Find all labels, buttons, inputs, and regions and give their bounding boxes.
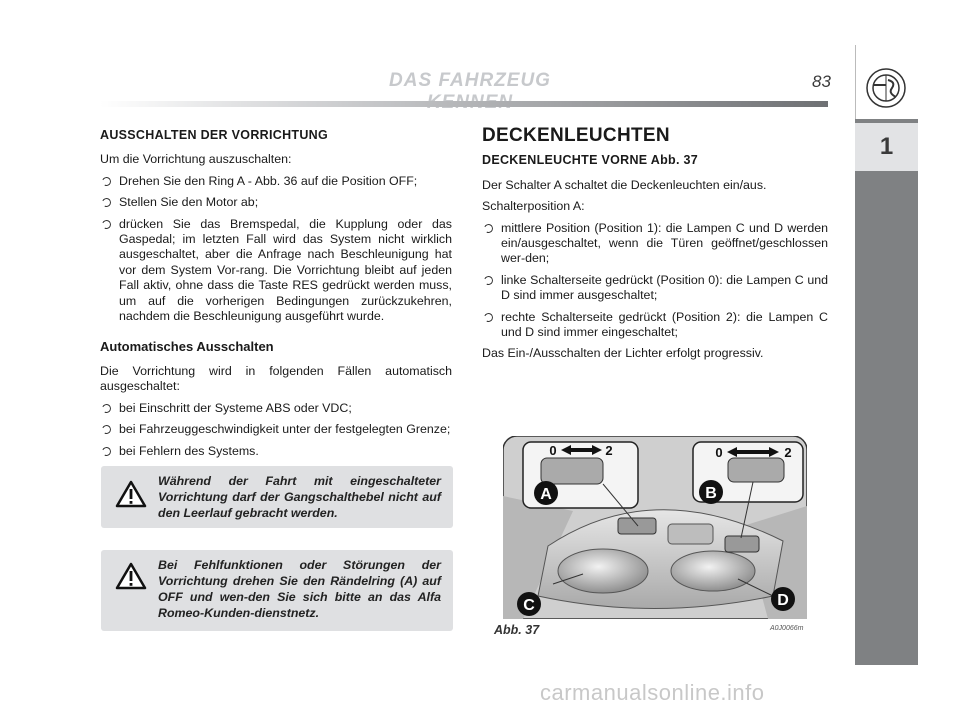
label-c: C (523, 597, 535, 614)
warning-triangle-icon (115, 480, 147, 508)
section-title: DECKENLEUCHTEN (482, 125, 670, 146)
subsection-heading: Automatisches Ausschalten (100, 339, 274, 355)
list-item: linke Schalterseite gedrückt (Position 0): die Lampen C und D sind immer ausgeschaltet; (482, 273, 828, 304)
warning-box (101, 550, 453, 631)
list-item: drücken Sie das Bremspedal, die Kupplung oder das Gaspedal; im letzten Fall wird das System nicht wirklich ausgeschaltet, aber die Anfrage nach Beschleunigung hat vor dem System Vor-rang. Die Vorrichtung bleibt auf jeden Fall aktiv, ohne dass die Taste RES gedrückt werden muss, um auf die vorherigen Bedingungen zurückzukehren, nachdem die Beschleunigung ausgeführt wurde. (100, 217, 452, 325)
list-item: Drehen Sie den Ring A - Abb. 36 auf die Position OFF; (100, 174, 452, 189)
label-position-0: 0 (715, 445, 723, 460)
label-position-2: 2 (605, 443, 613, 458)
label-d: D (777, 592, 789, 609)
paragraph: Um die Vorrichtung auszuschalten: (100, 152, 292, 167)
chapter-tab[interactable]: 1 (855, 123, 918, 171)
section-heading: DECKENLEUCHTE VORNE Abb. 37 (482, 153, 698, 168)
list-item: bei Fehlern des Systems. (100, 444, 452, 459)
figure-caption: Abb. 37 (494, 623, 540, 637)
paragraph: Die Vorrichtung wird in folgenden Fällen automatisch ausgeschaltet: (100, 363, 452, 394)
list-item: Stellen Sie den Motor ab; (100, 195, 452, 210)
paragraph: Der Schalter A schaltet die Deckenleuchten ein/aus. (482, 177, 767, 192)
bullet-list (100, 174, 452, 325)
warning-triangle-icon (115, 562, 147, 590)
section-heading: AUSSCHALTEN DER VORRICHTUNG (100, 128, 329, 142)
ceiling-light-illustration (503, 436, 807, 619)
label-position-2: 2 (784, 445, 792, 460)
left-column (100, 128, 452, 465)
list-item: mittlere Position (Position 1): die Lampen C und D werden ein/ausgeschaltet, wenn die Türen geöffnet/geschlossen wer-den; (482, 221, 828, 267)
warning-text: Während der Fahrt mit eingeschalteter Vorrichtung darf der Gangschalthebel nicht auf den Leerlauf gebracht werden. (158, 474, 441, 520)
page-number: 83 (812, 72, 831, 91)
list-item: bei Einschritt der Systeme ABS oder VDC; (100, 401, 452, 416)
warning-box (101, 466, 453, 528)
label-a: A (540, 486, 552, 503)
bullet-list (482, 221, 828, 341)
label-b: B (705, 485, 717, 502)
header-rule (100, 101, 828, 107)
label-position-0: 0 (549, 443, 557, 458)
bullet-list (100, 401, 452, 459)
paragraph: Schalterposition A: (482, 199, 585, 214)
list-item: bei Fahrzeuggeschwindigkeit unter der festgelegten Grenze; (100, 422, 452, 437)
list-item: rechte Schalterseite gedrückt (Position 2): die Lampen C und D sind immer eingeschaltet; (482, 310, 828, 341)
figure-code: A0J0066m (770, 625, 804, 632)
alfa-romeo-logo (866, 68, 906, 108)
paragraph: Das Ein-/Ausschalten der Lichter erfolgt progressiv. (482, 346, 764, 361)
running-header: DAS FAHRZEUG (389, 70, 551, 91)
watermark: carmanualsonline.info (540, 680, 765, 705)
right-column (482, 125, 828, 368)
warning-text: Bei Fehlfunktionen oder Störungen der Vorrichtung drehen Sie den Rändelring (A) auf OFF und wen-den Sie sich bitte an das Alfa Romeo-Kunden-dienstnetz. (158, 558, 441, 620)
